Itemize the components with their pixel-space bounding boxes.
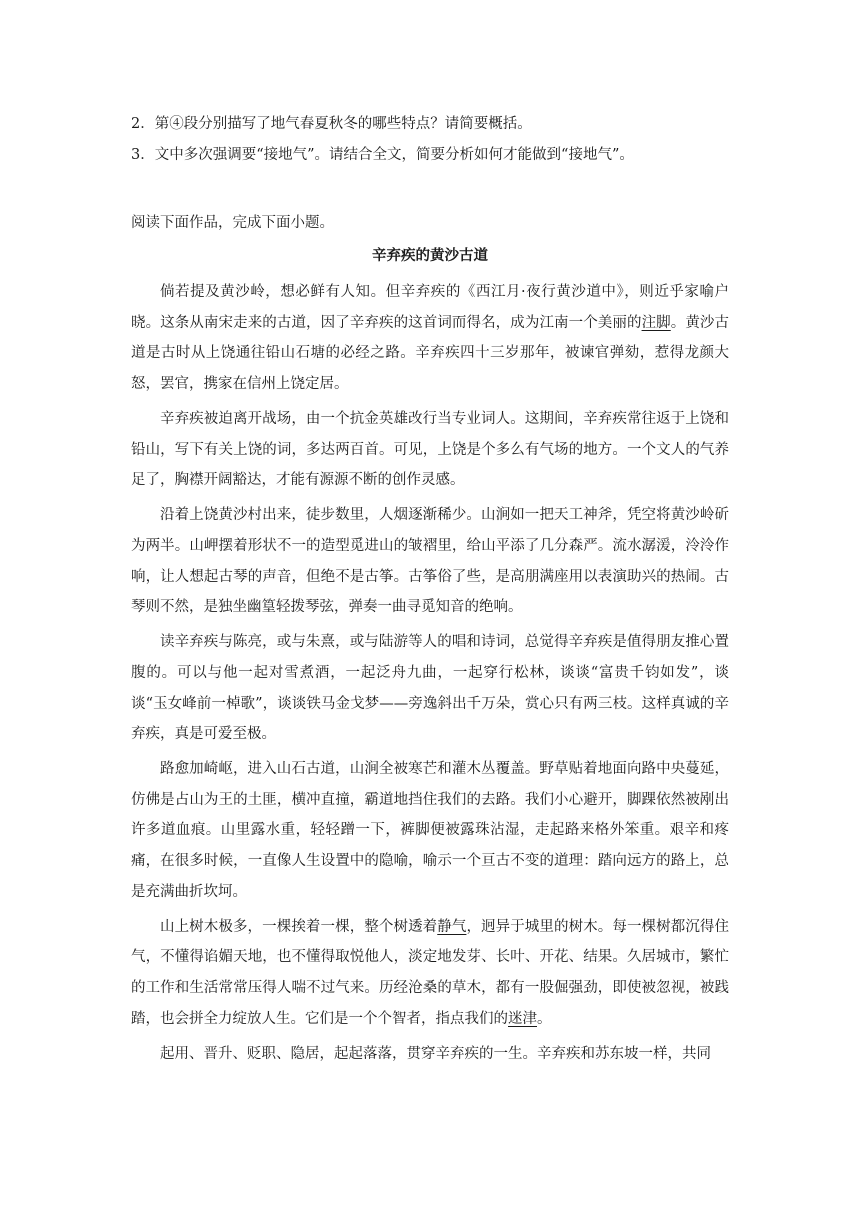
paragraph-4: 读辛弃疾与陈亮，或与朱熹，或与陆游等人的唱和诗词，总觉得辛弃疾是值得朋友推心置腹的。可以与他一起对雪煮酒，一起泛舟九曲，一起穿行松林，谈谈“富贵千钧如发”，谈谈“玉女峰前一棹歌”，谈谈铁马金戈梦——旁逸斜出千万朵，赏心只有两三枝。这样真诚的辛弃疾，真是可爱至极。 [131, 634, 729, 743]
question-2: 2．第④段分别描写了地气春夏秋冬的哪些特点？请简要概括。 [131, 116, 532, 132]
article-body [131, 277, 729, 1074]
paragraph-2: 辛弃疾被迫离开战场，由一个抗金英雄改行当专业词人。这期间，辛弃疾常往返于上饶和铅山，写下有关上饶的词，多达两百首。可见，上饶是个多么有气场的地方。一个文人的气养足了，胸襟开阔豁达，才能有源源不断的创作灵感。 [131, 410, 729, 489]
paragraph-7: 起用、晋升、贬职、隐居，起起落落，贯穿辛弃疾的一生。辛弃疾和苏东坡一样，共同 [160, 1045, 711, 1062]
paragraph-1: 倘若提及黄沙岭，想必鲜有人知。但辛弃疾的《西江月·夜行黄沙道中》，则近乎家喻户晓。这条从南宋走来的古道，因了辛弃疾的这首词而得名，成为江南一个美丽的注脚。黄沙古道是古时从上饶通往铅山石塘的必经之路。辛弃疾四十三岁那年，被谏官弹劾，惹得龙颜大怒，罢官，携家在信州上饶定居。 [131, 284, 730, 392]
paragraph-6: 山上树木极多，一棵挨着一棵，整个树透着静气，迥异于城里的树木。每一棵树都沉得住气，不懂得谄媚天地，也不懂得取悦他人，淡定地发芽、长叶、开花、结果。久居城市，繁忙的工作和生活常常压得人喘不过气来。历经沧桑的草木，都有一股倔强劲，即使被忽视，被践踏，也会拼全力绽放人生。它们是一个个智者，指点我们的迷津。 [131, 918, 730, 1027]
question-3: 3．文中多次强调要“接地气”。请结合全文，简要分析如何才能做到“接地气”。 [131, 147, 634, 163]
paragraph-5: 路愈加崎岖，进入山石古道，山涧全被寒芒和灌木丛覆盖。野草贴着地面向路中央蔓延，仿佛是占山为王的土匪，横冲直撞，霸道地挡住我们的去路。我们小心避开，脚踝依然被剐出许多道血痕。山里露水重，轻轻蹭一下，裤脚便被露珠沾湿，走起路来格外笨重。艰辛和疼痛，在很多时候，一直像人生设置中的隐喻，喻示一个亘古不变的道理：踏向远方的路上，总是充满曲折坎坷。 [131, 761, 729, 900]
article-title: 辛弃疾的黄沙古道 [372, 247, 488, 264]
underlined-term: 注脚 [641, 314, 671, 331]
underlined-term: 迷津 [508, 1010, 537, 1027]
underlined-term: 静气 [437, 918, 467, 935]
reading-instruction: 阅读下面作品，完成下面小题。 [131, 215, 334, 231]
paragraph-3: 沿着上饶黄沙村出来，徒步数里，人烟逐渐稀少。山涧如一把天工神斧，凭空将黄沙岭斫为两半。山岬摆着形状不一的造型觅进山的皱褶里，给山平添了几分森严。流水潺湲，泠泠作响，让人想起古琴的声音，但绝不是古筝。古筝俗了些，是高朋满座用以表演助兴的热闹。古琴则不然，是独坐幽篁轻拨琴弦，弹奏一曲寻觅知音的绝响。 [131, 507, 729, 616]
